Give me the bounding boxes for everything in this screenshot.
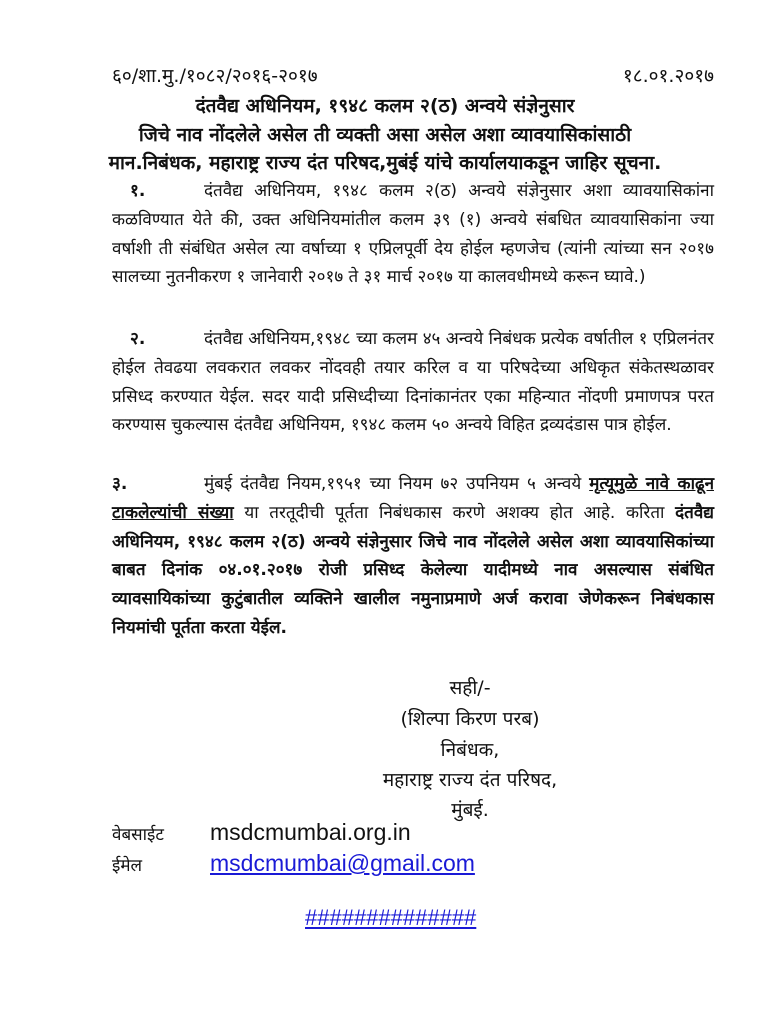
signatory-city: मुंबई. bbox=[451, 799, 489, 821]
signatory-office: महाराष्ट्र राज्य दंत परिषद, bbox=[382, 769, 558, 791]
paragraph-3-underlined: मृत्यूमुळे नावे काढून टाकलेल्यांची संख्या bbox=[112, 474, 714, 523]
email-label: ईमेल bbox=[112, 856, 143, 876]
website-value: msdcmumbai.org.in bbox=[210, 819, 411, 845]
website-row bbox=[112, 815, 411, 849]
paragraph-3-bold: दंतवैद्य अधिनियम, १९४८ कलम २(ठ) अन्वये संज्ञेनुसार जिचे नाव नोंदलेले असेल अशा व्यावयासिकांच्या बाबत दिनांक ०४.०१.२०१७ रोजी प्रसिध्द केलेल्या यादीमध्ये नाव असल्यास संबंधित व्यावसायिकांच्या कुटुंबातील व्यक्तिने खालील नमुनाप्रमाणे अर्ज करावा जेणेकरून निबंधकास नियमांची पूर्तता करता येईल. bbox=[112, 502, 715, 638]
reference-line bbox=[112, 62, 714, 90]
heading-line-1: दंतवैद्य अधिनियम, १९४८ कलम २(ठ) अन्वये संज्ञेनुसार bbox=[195, 95, 575, 117]
email-row bbox=[112, 846, 475, 880]
signatory-designation: निबंधक, bbox=[440, 739, 500, 761]
paragraph-3-intro: मुंबई दंतवैद्य नियम,१९५१ च्या नियम ७२ उपनियम ५ अन्वये bbox=[204, 474, 582, 494]
footer-hashes-link[interactable]: ############## bbox=[305, 905, 477, 930]
paragraph-2 bbox=[112, 325, 714, 440]
signature-mark: सही/- bbox=[449, 677, 491, 699]
paragraph-2-text: दंतवैद्य अधिनियम,१९४८ च्या कलम ४५ अन्वये निबंधक प्रत्येक वर्षातील १ एप्रिलनंतर होईल तेवढया लवकरात लवकर नोंदवही तयार करिल व या परिषदेच्या अधिकृत संकेतस्थळावर प्रसिध्द करण्यात येईल. सदर यादी प्रसिध्दीच्या दिनांकानंतर एका महिन्यात नोंदणी प्रमाणपत्र परत करण्यास चुकल्यास दंतवैद्य अधिनियम, १९४८ कलम ५० अन्वये विहित द्रव्यदंडास पात्र होईल. bbox=[112, 329, 714, 436]
paragraph-1 bbox=[112, 177, 714, 292]
reference-number: ६०/शा.मु./१०८२/२०१६-२०१७ bbox=[112, 65, 318, 87]
paragraph-3-number: ३. bbox=[112, 474, 128, 494]
heading-line-2: जिचे नाव नोंदलेले असेल ती व्यक्ती असा असेल अशा व्यावयासिकांसाठी bbox=[138, 124, 632, 146]
website-label: वेबसाईट bbox=[112, 825, 164, 845]
paragraph-1-number: १. bbox=[130, 181, 146, 201]
signatory-name: (शिल्पा किरण परब) bbox=[400, 708, 540, 730]
paragraph-1-text: दंतवैद्य अधिनियम, १९४८ कलम २(ठ) अन्वये संज्ञेनुसार अशा व्यावयासिकांना कळविण्यात येते की, उक्त अधिनियमांतील कलम ३९ (१) अन्वये संबधित व्यावयासिकांना ज्या वर्षाशी ती संबंधित असेल त्या वर्षाच्या १ एप्रिलपूर्वी देय होईल म्हणजेच (त्यांनी त्यांच्या सन २०१७ सालच्या नुतनीकरण १ जानेवारी २०१७ ते ३१ मार्च २०१७ या कालवधीमध्ये करून घ्यावे.) bbox=[112, 181, 714, 288]
heading-line-3: मान.निबंधक, महाराष्ट्र राज्य दंत परिषद,मुबंई यांचे कार्यालयाकडून जाहिर सूचना. bbox=[108, 152, 662, 174]
email-link[interactable]: msdcmumbai@gmail.com bbox=[210, 850, 475, 876]
paragraph-3 bbox=[112, 470, 714, 643]
paragraph-3-middle: या तरतूदीची पूर्तता निबंधकास करणे अशक्य होत आहे. करिता bbox=[233, 502, 676, 523]
reference-date: १८.०१.२०१७ bbox=[622, 65, 714, 87]
paragraph-2-number: २. bbox=[130, 329, 146, 349]
